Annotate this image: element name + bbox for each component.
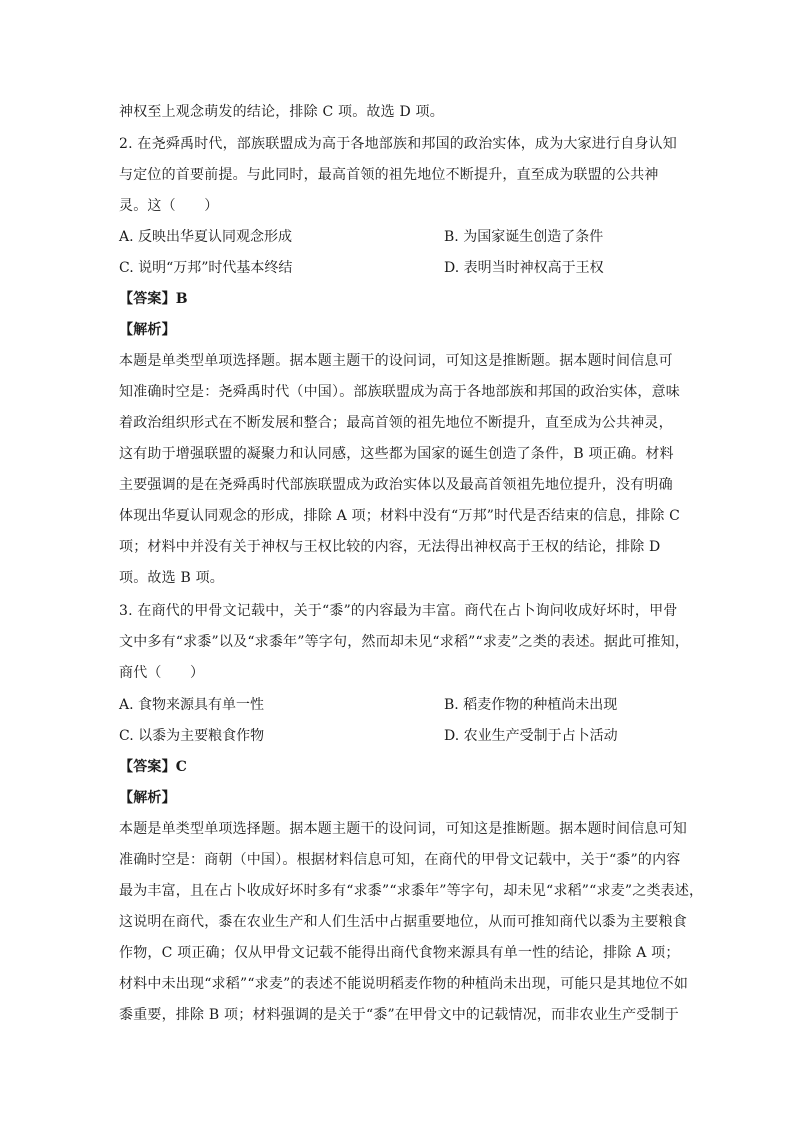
question-2-stem-line: 与定位的首要前提。与此同时，最高首领的祖先地位不断提升，直至成为联盟的公共神 [119, 167, 659, 183]
q2-option-c: C. 说明“万邦”时代基本终结 [119, 260, 293, 276]
q2-option-a: A. 反映出华夏认同观念形成 [119, 229, 293, 245]
q3-analysis-line: 准确时空是：商朝（中国）。根据材料信息可知，在商代的甲骨文记载中，关于“黍”的内容 [119, 852, 681, 868]
q3-answer: 【答案】C [119, 759, 188, 775]
q2-analysis-line: 本题是单类型单项选择题。据本题主题干的设问词，可知这是推断题。据本题时间信息可 [119, 353, 673, 369]
q2-analysis-line: 项；材料中并没有关于神权与王权比较的内容，无法得出神权高于王权的结论，排除 D [119, 539, 661, 555]
question-2-stem-line: 灵。这（ ） [119, 198, 219, 214]
q3-option-c: C. 以黍为主要粮食作物 [119, 728, 265, 744]
q3-analysis-line: 本题是单类型单项选择题。据本题主题干的设问词，可知这是推断题。据本题时间信息可知 [119, 821, 687, 837]
question-2-stem-line: 2. 在尧舜禹时代，部族联盟成为高于各地部族和邦国的政治实体，成为大家进行自身认知 [119, 136, 678, 152]
q3-analysis-line: 这说明在商代，黍在农业生产和人们生活中占据重要地位，从而可推知商代以黍为主要粮食 [119, 914, 687, 930]
q3-option-d: D. 农业生产受制于占卜活动 [444, 728, 618, 744]
q3-analysis-line: 黍重要，排除 B 项；材料强调的是关于“黍”在甲骨文中的记载情况，而非农业生产受制于 [119, 1007, 679, 1023]
q3-analysis-line: 材料中未出现“求稻”“求麦”的表述不能说明稻麦作物的种植尚未出现，可能只是其地位不如 [119, 976, 689, 992]
question-3-stem-line: 文中多有“求黍”以及“求黍年”等字句，然而却未见“求稻”“求麦”之类的表述。据此可推知， [119, 634, 690, 650]
q3-analysis-label: 【解析】 [119, 790, 176, 806]
q2-analysis-line: 体现出华夏认同观念的形成，排除 A 项；材料中没有“万邦”时代是否结束的信息，排除 C [119, 508, 681, 524]
q3-analysis-line: 作物，C 项正确；仅从甲骨文记载不能得出商代食物来源具有单一性的结论，排除 A 项； [119, 945, 680, 961]
q2-option-b: B. 为国家诞生创造了条件 [444, 229, 604, 245]
q2-analysis-line: 这有助于增强联盟的凝聚力和认同感，这些都为国家的诞生创造了条件，B 项正确。材料 [119, 446, 674, 462]
q2-analysis-line: 主要强调的是在尧舜禹时代部族联盟成为政治实体以及最高首领祖先地位提升，没有明确 [119, 477, 673, 493]
q2-analysis-line: 项。故选 B 项。 [119, 570, 224, 586]
q2-answer: 【答案】B [119, 291, 188, 307]
q3-option-b: B. 稻麦作物的种植尚未出现 [444, 697, 618, 713]
question-3-stem-line: 商代（ ） [119, 665, 205, 681]
text-line: 神权至上观念萌发的结论，排除 C 项。故选 D 项。 [119, 104, 444, 120]
question-3-stem-line: 3. 在商代的甲骨文记载中，关于“黍”的内容最为丰富。商代在占卜询问收成好坏时，甲骨 [119, 603, 678, 619]
q3-analysis-line: 最为丰富，且在占卜收成好坏时多有“求黍”“求黍年”等字句，却未见“求稻”“求麦”之类表述， [119, 883, 704, 899]
q2-option-d: D. 表明当时神权高于王权 [444, 260, 604, 276]
q2-analysis-line: 着政治组织形式在不断发展和整合；最高首领的祖先地位不断提升，直至成为公共神灵， [119, 415, 673, 431]
q2-analysis-line: 知准确时空是：尧舜禹时代（中国）。部族联盟成为高于各地部族和邦国的政治实体，意味 [119, 384, 680, 400]
q3-option-a: A. 食物来源具有单一性 [119, 697, 265, 713]
q2-analysis-label: 【解析】 [119, 322, 176, 338]
